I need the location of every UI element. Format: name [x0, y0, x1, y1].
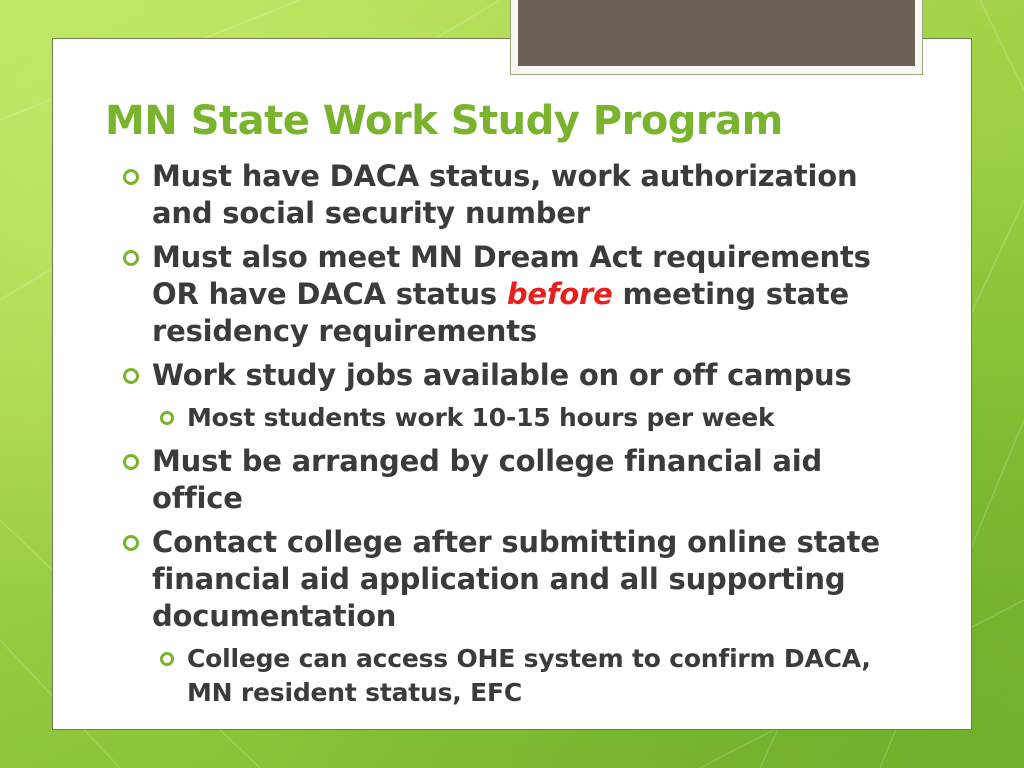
bullet-circle-icon [123, 454, 139, 470]
bullet-text-before: Must also meet MN Dream Act requirements OR have DACA status [152, 240, 871, 311]
bullet-text: Must be arranged by college financial aid office [152, 444, 823, 515]
bullet-arranged-by-college [105, 443, 915, 517]
bullet-text: College can access OHE system to confirm DACA, MN resident status, EFC [187, 644, 871, 707]
bullet-text: Contact college after submitting online state financial aid application and all supporting documentation [152, 525, 880, 633]
bullet-highlight-word: before [506, 277, 613, 311]
bullet-list [105, 158, 915, 718]
bullet-text: Most students work 10-15 hours per week [187, 403, 775, 432]
bullet-circle-icon [123, 169, 139, 185]
bullet-text: Must have DACA status, work authorization and social security number [152, 159, 858, 230]
bullet-text-after: meeting state residency requirements [152, 277, 850, 348]
bullet-circle-icon [160, 411, 174, 425]
bullet-dream-act [105, 239, 915, 350]
bullet-jobs-available [105, 357, 915, 394]
bullet-text: Work study jobs available on or off campus [152, 358, 852, 392]
bullet-daca-requirements [105, 158, 915, 232]
slide-title: MN State Work Study Program [105, 98, 783, 144]
bullet-circle-icon [123, 250, 139, 266]
bullet-circle-icon [123, 535, 139, 551]
decorative-header-block [518, 0, 915, 66]
sub-bullet-ohe-system [105, 642, 915, 710]
bullet-circle-icon [160, 652, 174, 666]
sub-bullet-hours [105, 401, 915, 435]
bullet-contact-college [105, 524, 915, 635]
bullet-circle-icon [123, 368, 139, 384]
decorative-header-tab [510, 0, 923, 75]
